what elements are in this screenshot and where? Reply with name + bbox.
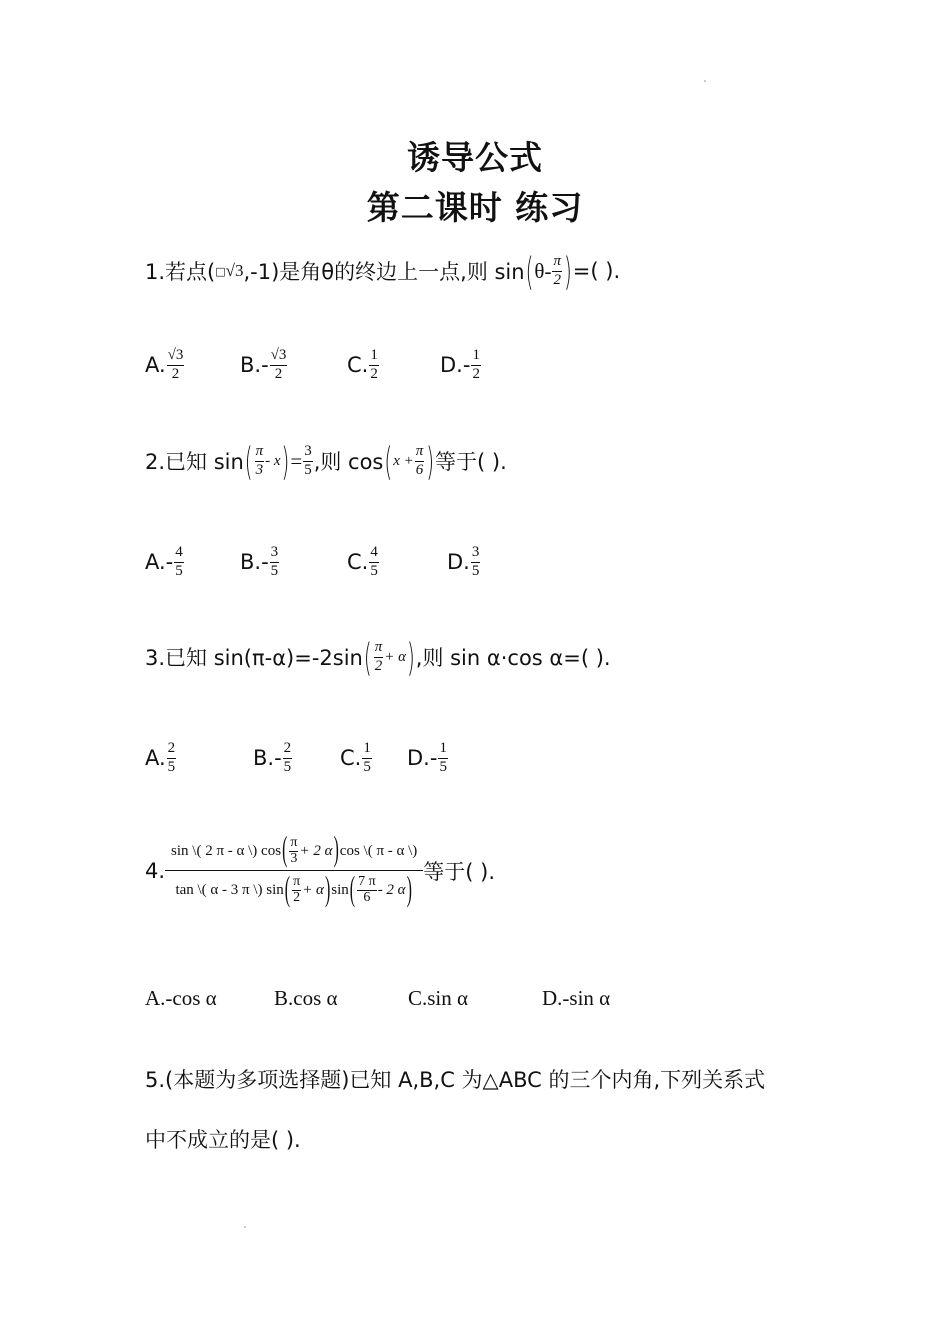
q2-paren-1: ( <box>244 438 253 485</box>
q1-frac-num: π <box>552 254 562 272</box>
q2-option-d[interactable] <box>447 545 481 580</box>
q2-c-num: 4 <box>369 545 379 563</box>
q4-den-f1-n: π <box>293 874 301 890</box>
q4-num-paren-r: ) <box>333 831 339 869</box>
q4-den-frac-1 <box>292 875 301 905</box>
q3-options <box>145 741 449 776</box>
q3-f-den: 2 <box>374 657 383 674</box>
q3-a-label: A. <box>145 746 166 771</box>
q1-options <box>145 348 482 383</box>
q3-b-frac <box>283 741 293 776</box>
q2-suffix: 等于( ). <box>435 450 507 475</box>
q1-c-num: 1 <box>369 348 379 366</box>
q3-paren-2: ) <box>406 634 415 681</box>
q2-pi-over-3 <box>255 444 265 479</box>
q2-d-frac <box>471 545 481 580</box>
q3-c-label: C. <box>340 746 362 771</box>
q3-d-label: D.- <box>407 746 438 771</box>
q3-option-d[interactable] <box>407 741 449 776</box>
q2-eq: = <box>290 448 303 473</box>
q2-d-den: 5 <box>471 562 480 579</box>
q2-pi-over-6 <box>415 444 425 479</box>
q1-b-label: B.- <box>240 353 269 378</box>
q4-den-paren-2: ) <box>324 870 331 909</box>
q4-main-fraction <box>165 831 423 909</box>
q4-den-paren-1: ( <box>284 870 291 909</box>
q2-three-fifths <box>303 444 313 479</box>
q3-b-label: B.- <box>253 746 282 771</box>
question-3 <box>145 634 611 681</box>
q4-denominator <box>169 870 418 909</box>
q2-option-c[interactable] <box>347 545 447 580</box>
q2-c-den: 5 <box>370 562 378 579</box>
q4-num-frac <box>289 836 298 866</box>
q4-number: 4. <box>145 858 166 883</box>
q4-den-f1-d: 2 <box>293 890 301 906</box>
q2-b-frac <box>270 545 280 580</box>
q1-c-label: C. <box>347 353 369 378</box>
q3-a-frac <box>167 741 177 776</box>
page-subtitle: 第二课时 练习 <box>366 188 584 227</box>
question-1 <box>145 248 621 295</box>
q2-c-label: C. <box>347 550 369 575</box>
q3-option-a[interactable] <box>145 741 253 776</box>
q3-pi-over-2 <box>374 640 384 675</box>
q3-d-den: 5 <box>439 758 447 775</box>
q1-b-frac <box>270 348 288 383</box>
q2-b-den: 5 <box>270 562 279 579</box>
q3-a-num: 2 <box>167 741 177 759</box>
q3-c-frac <box>362 741 372 776</box>
q1-a-num: √3 <box>167 348 185 366</box>
q3-prefix: 3.已知 sin(π-α)=-2sin <box>145 646 363 671</box>
q4-den-c: sin <box>331 882 349 899</box>
q1-prefix: 1.若点( <box>145 260 216 285</box>
q4-num-b: + 2 α <box>299 842 333 859</box>
q2-a-label: A.- <box>145 550 174 575</box>
q3-plus-alpha: + α <box>384 648 406 665</box>
question-2 <box>145 438 507 485</box>
q1-sqrt-mark: □ <box>215 264 226 278</box>
q1-option-b[interactable] <box>240 348 347 383</box>
q1-theta: θ- <box>534 258 552 283</box>
q1-mid: ,-1)是角θ的终边上一点,则 sin <box>243 260 525 285</box>
q3-f-num: π <box>374 640 384 658</box>
q4-options <box>145 986 610 1011</box>
scan-speck <box>244 1226 246 1228</box>
q3-c-den: 5 <box>363 758 371 775</box>
q1-option-d[interactable] <box>440 348 482 383</box>
q4-num-frac-n: π <box>290 835 298 850</box>
q4-numerator <box>165 831 423 871</box>
q3-b-den: 5 <box>283 758 292 775</box>
q2-x-plus: x + <box>393 452 414 469</box>
q4-option-a[interactable]: A.-cos α <box>145 986 217 1010</box>
q3-option-b[interactable] <box>253 741 340 776</box>
q4-num-a: sin \( 2 π - α \) cos <box>171 842 282 859</box>
q2-c-frac <box>369 545 379 580</box>
q1-pi-over-2 <box>552 254 562 289</box>
q4-option-b[interactable]: B.cos α <box>274 986 338 1010</box>
q2-option-a[interactable] <box>145 545 240 580</box>
q2-f2-num: 3 <box>303 444 313 462</box>
q3-d-num: 1 <box>438 741 448 759</box>
q1-option-a[interactable] <box>145 348 240 383</box>
page-title: 诱导公式 <box>407 138 543 177</box>
q4-den-b: + α <box>302 882 324 899</box>
q2-f3-den: 6 <box>415 461 424 478</box>
q1-frac-den: 2 <box>553 271 561 288</box>
q2-a-num: 4 <box>174 545 184 563</box>
q4-den-d: - 2 α <box>377 882 406 899</box>
q2-options <box>145 545 481 580</box>
q3-a-den: 5 <box>167 758 176 775</box>
q1-suffix: =( ). <box>572 259 621 284</box>
q1-d-num: 1 <box>471 348 481 366</box>
q4-den-f2-d: 6 <box>363 890 371 906</box>
q2-paren-3: ( <box>384 438 393 485</box>
q1-c-den: 2 <box>370 365 378 382</box>
q4-den-paren-3: ( <box>349 870 356 909</box>
q2-mid: ,则 cos <box>313 450 384 475</box>
q3-suffix: ,则 sin α·cos α=( ). <box>415 646 611 671</box>
q2-prefix: 2.已知 sin <box>145 450 244 475</box>
q2-paren-4: ) <box>426 438 435 485</box>
q1-right-paren: ) <box>563 248 572 295</box>
q2-b-label: B.- <box>240 550 269 575</box>
q4-den-a: tan \( α - 3 π \) sin <box>175 882 284 899</box>
q4-num-c: cos \( π - α \) <box>339 842 418 859</box>
q1-b-den: 2 <box>274 365 283 382</box>
q4-den-paren-4: ) <box>406 870 412 909</box>
q1-c-frac <box>369 348 379 383</box>
q2-a-den: 5 <box>175 562 183 579</box>
q1-d-den: 2 <box>472 365 480 382</box>
q2-minus-x: - x <box>265 452 281 469</box>
q4-option-c[interactable]: C.sin α <box>408 986 469 1010</box>
q1-d-frac <box>471 348 481 383</box>
q1-a-label: A. <box>145 353 166 378</box>
q2-f3-num: π <box>415 444 425 462</box>
q4-den-frac-2 <box>357 875 377 905</box>
q1-b-num: √3 <box>270 348 288 366</box>
q2-paren-2: ) <box>281 438 290 485</box>
q2-d-num: 3 <box>471 545 481 563</box>
q2-d-label: D. <box>447 550 470 575</box>
q3-b-num: 2 <box>283 741 293 759</box>
q1-sqrt: √3 <box>225 261 244 281</box>
q2-f1-den: 3 <box>255 461 264 478</box>
q2-option-b[interactable] <box>240 545 347 580</box>
q1-option-c[interactable] <box>347 348 440 383</box>
q3-c-num: 1 <box>362 741 372 759</box>
question-5-line-1: 5.(本题为多项选择题)已知 A,B,C 为△ABC 的三个内角,下列关系式 <box>145 1068 766 1092</box>
q1-left-paren: ( <box>525 248 534 295</box>
q2-f1-num: π <box>255 444 265 462</box>
q2-a-frac <box>174 545 184 580</box>
q1-a-den: 2 <box>171 365 180 382</box>
q4-den-f2-n: 7 π <box>358 874 376 890</box>
q4-num-frac-d: 3 <box>290 850 298 866</box>
q3-d-frac <box>438 741 448 776</box>
q2-b-num: 3 <box>270 545 280 563</box>
q4-suffix: 等于( ). <box>423 859 496 884</box>
q4-num-paren-l: ( <box>282 831 288 869</box>
q1-a-frac <box>167 348 185 383</box>
q3-option-c[interactable] <box>340 741 407 776</box>
question-5-line-2: 中不成立的是( ). <box>145 1128 301 1152</box>
q3-paren-1: ( <box>363 634 372 681</box>
q4-option-d[interactable]: D.-sin α <box>542 986 611 1010</box>
q2-f2-den: 5 <box>304 461 312 478</box>
scan-speck <box>704 80 706 82</box>
q1-d-label: D.- <box>440 353 471 378</box>
question-4 <box>145 831 496 909</box>
